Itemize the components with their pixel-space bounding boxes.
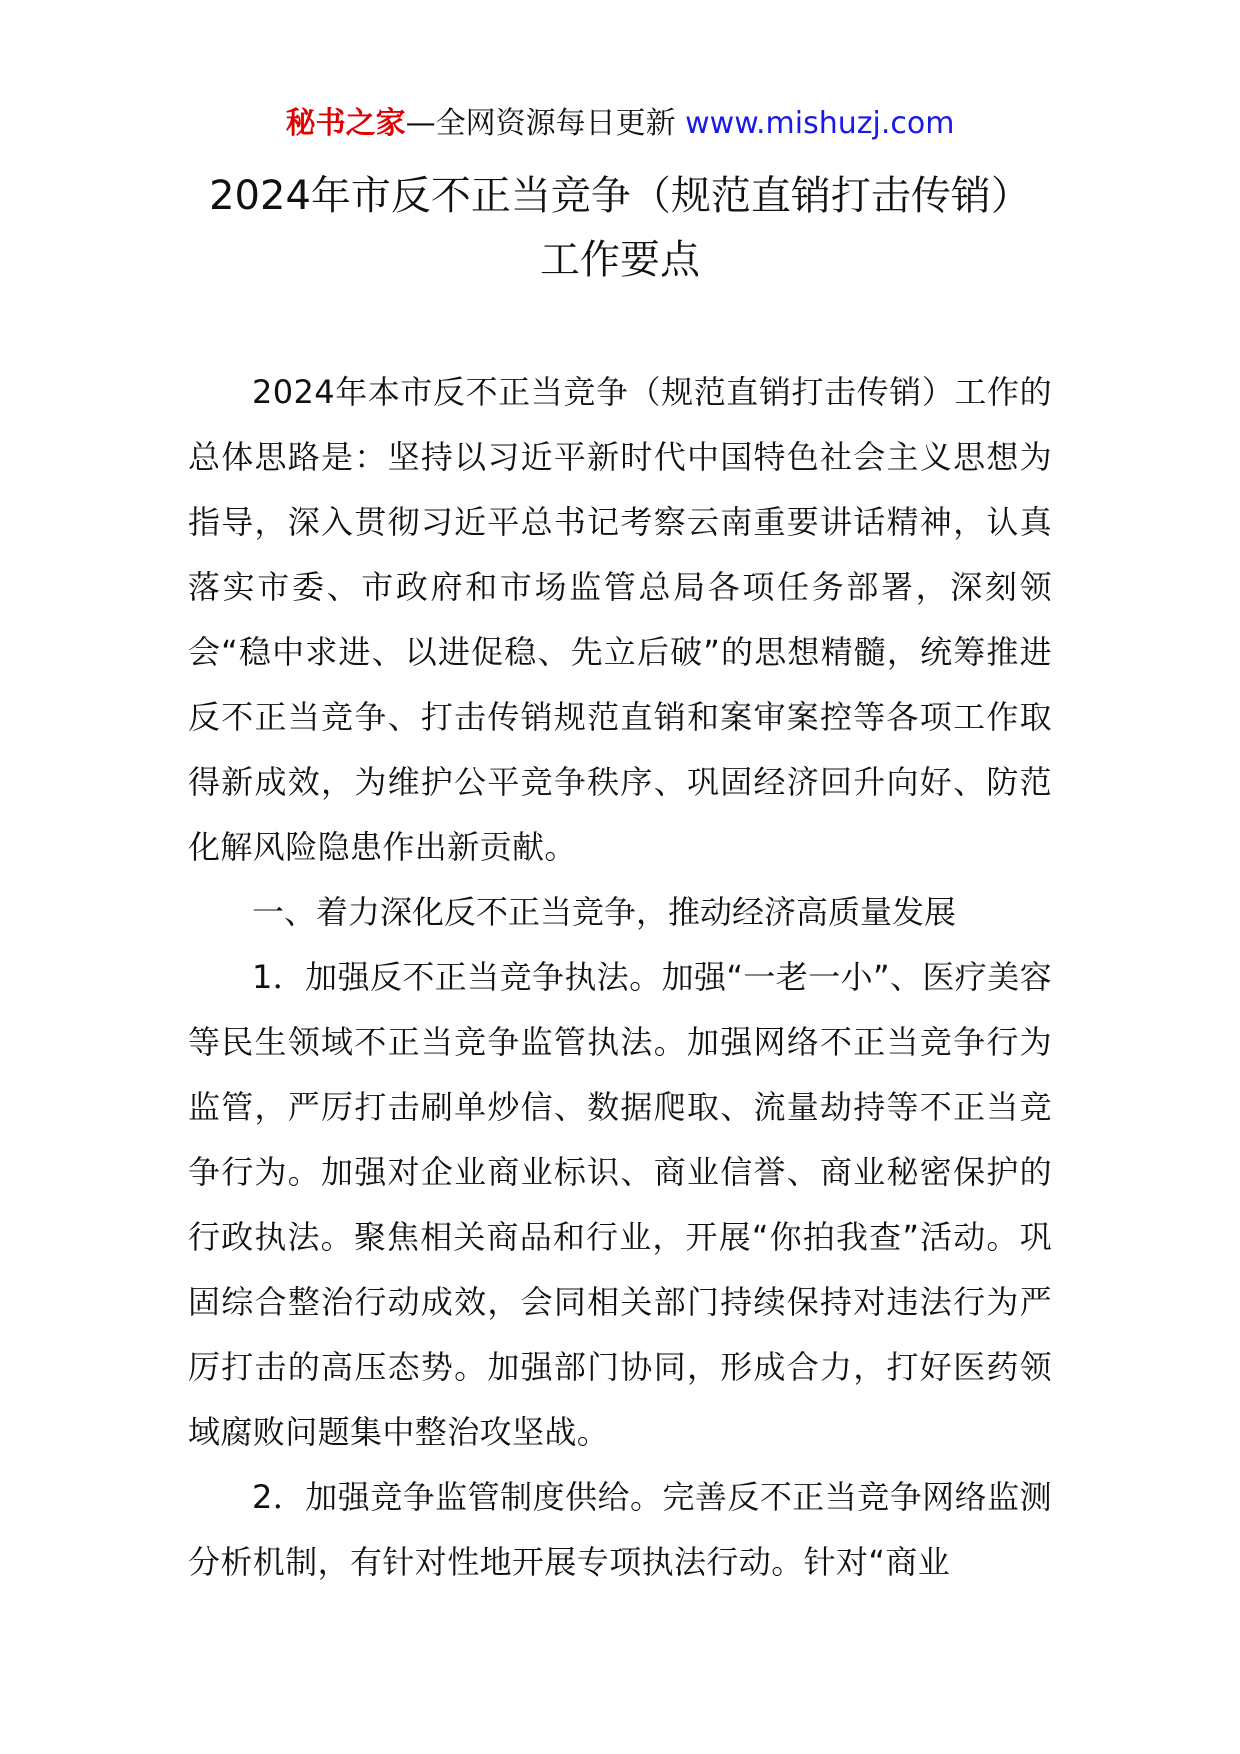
document-body: [188, 360, 1052, 1595]
brand-name: 秘书之家: [285, 106, 406, 141]
section-heading-1: 一、着力深化反不正当竞争，推动经济高质量发展: [252, 893, 957, 931]
item-paragraph-2: 2．加强竞争监管制度供给。完善反不正当竞争网络监测分析机制，有针对性地开展专项执法行动。针对“商业: [188, 1478, 1052, 1581]
header-tagline: —全网资源每日更新: [405, 106, 676, 141]
intro-paragraph: 2024年本市反不正当竞争（规范直销打击传销）工作的总体思路是：坚持以习近平新时代中国特色社会主义思想为指导，深入贯彻习近平总书记考察云南重要讲话精神，认真落实市委、市政府和市场监管总局各项任务部署，深刻领会“稳中求进、以进促稳、先立后破”的思想精髓，统筹推进反不正当竞争、打击传销规范直销和案审案控等各项工作取得新成效，为维护公平竞争秩序、巩固经济回升向好、防范化解风险隐患作出新贡献。: [188, 373, 1052, 866]
document-title-line-2: 工作要点: [540, 237, 700, 283]
document-title-line-1: 2024年市反不正当竞争（规范直销打击传销）: [209, 173, 1031, 219]
site-url-link[interactable]: www.mishuzj.com: [685, 106, 955, 141]
site-header: [0, 100, 1240, 148]
item-paragraph-1: 1．加强反不正当竞争执法。加强“一老一小”、医疗美容等民生领域不正当竞争监管执法。加强网络不正当竞争行为监管，严厉打击刷单炒信、数据爬取、流量劫持等不正当竞争行为。加强对企业商业标识、商业信誉、商业秘密保护的行政执法。聚焦相关商品和行业，开展“你拍我查”活动。巩固综合整治行动成效，会同相关部门持续保持对违法行为严厉打击的高压态势。加强部门协同，形成合力，打好医药领域腐败问题集中整治攻坚战。: [188, 958, 1052, 1451]
